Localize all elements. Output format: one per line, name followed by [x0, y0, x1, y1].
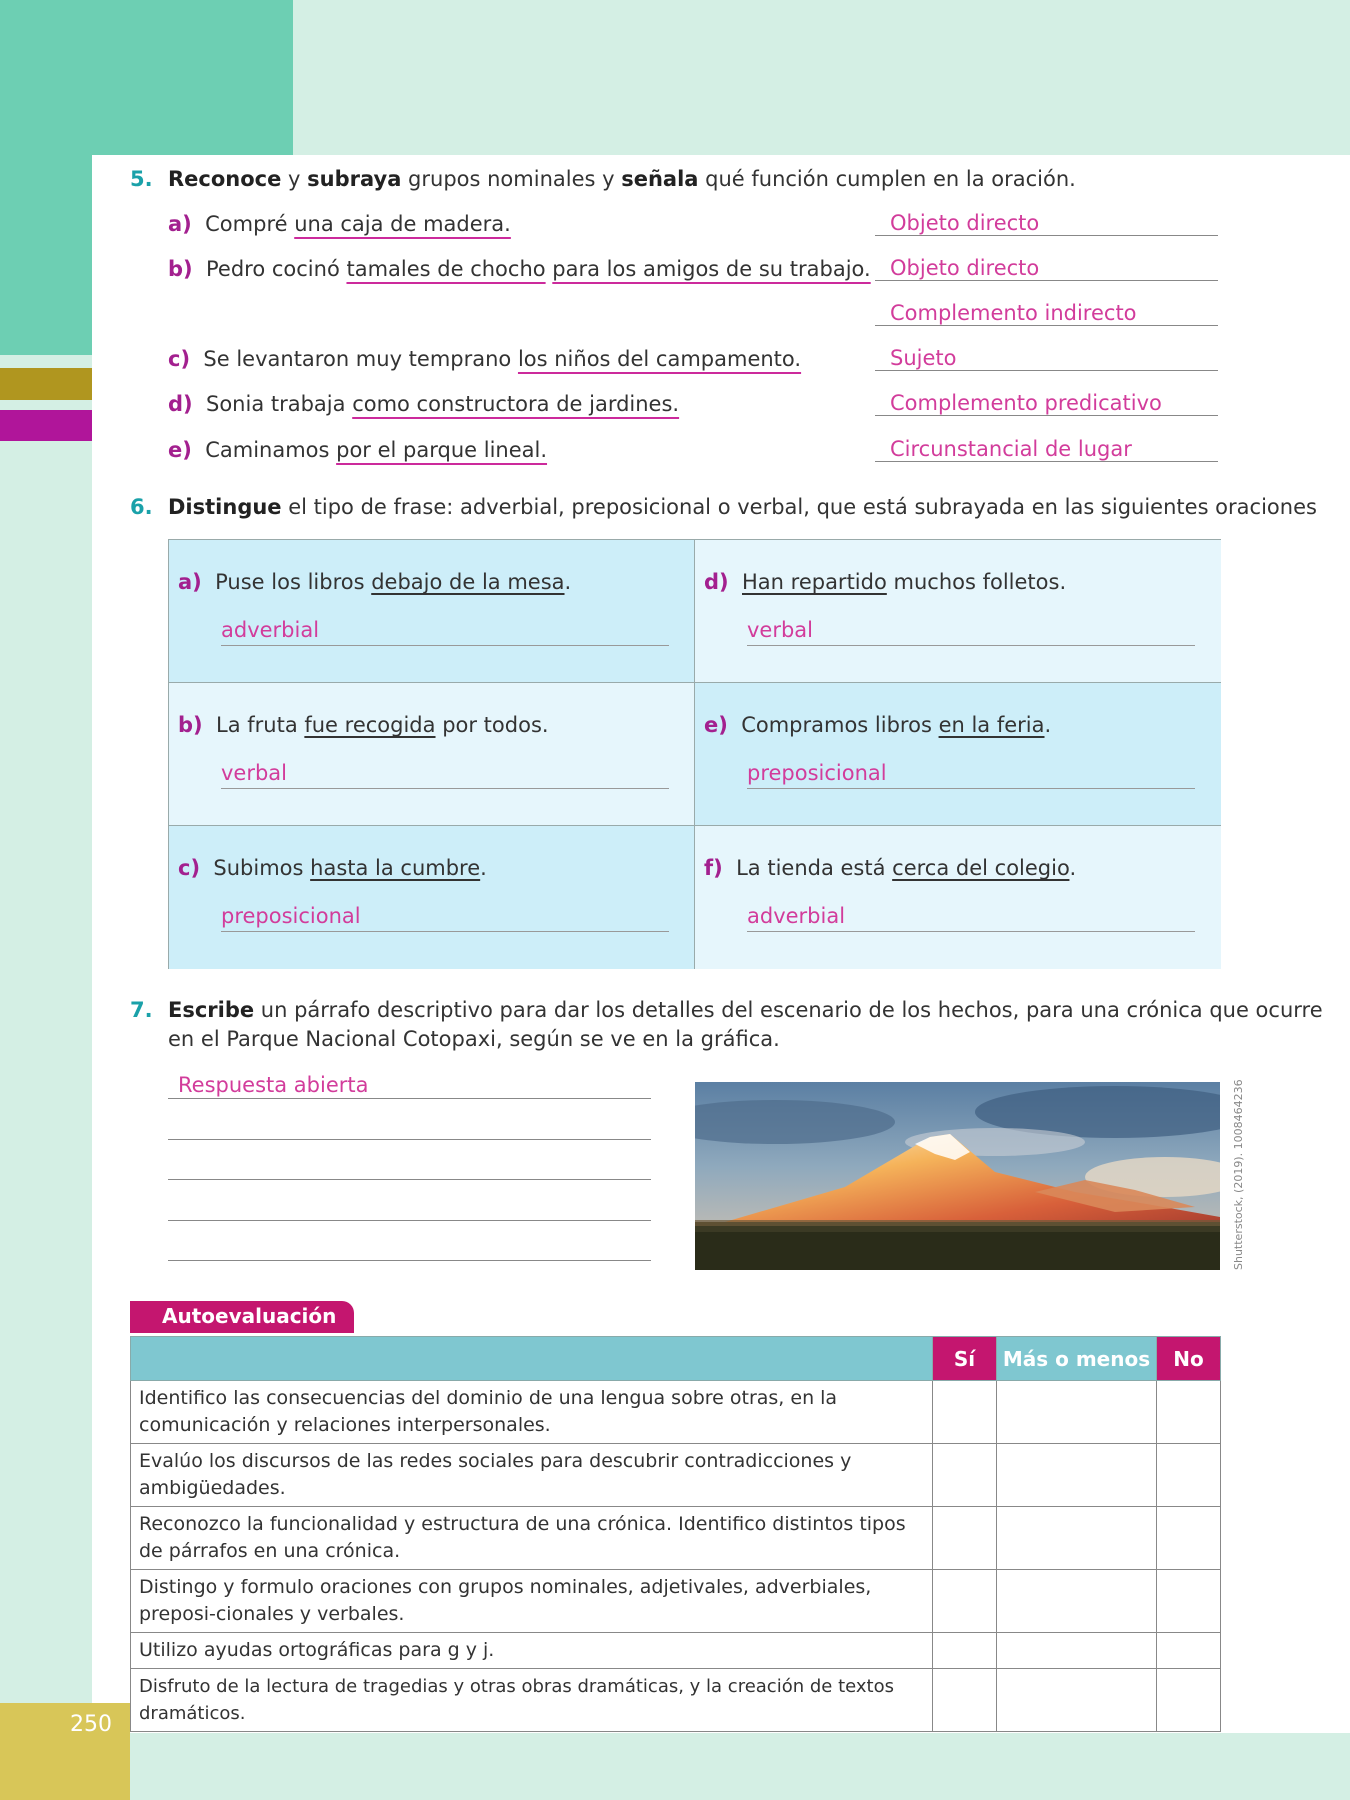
check-mas-6[interactable] [997, 1669, 1157, 1732]
q6-number: 6. [130, 495, 153, 519]
q5-answer-line-d[interactable]: Complemento predicativo [875, 391, 1218, 416]
check-mas-2[interactable] [997, 1444, 1157, 1507]
check-mas-1[interactable] [997, 1381, 1157, 1444]
volcano-image [695, 1082, 1220, 1270]
check-si-6[interactable] [933, 1669, 997, 1732]
photo-credit: Shutterstock, (2019). 1008464236 [1232, 1079, 1245, 1270]
q5-item-e: e) Caminamos por el parque lineal. [168, 438, 548, 462]
q5-answer-line-b[interactable]: Objeto directo [875, 256, 1218, 281]
q6-grid [168, 539, 1221, 969]
q7-instruction-line1: Escribe un párrafo descriptivo para dar los detalles del escenario de los hechos, para una crónica que ocurre [168, 998, 1323, 1022]
check-no-4[interactable] [1157, 1570, 1221, 1633]
self-eval-row: Reconozco la funcionalidad y estructura de una crónica. Identifico distintos tipos de párrafos en una crónica. [131, 1507, 1221, 1570]
q5-answer-line-b2[interactable]: Complemento indirecto [875, 301, 1218, 326]
q7-write-line-4[interactable] [168, 1195, 651, 1221]
self-eval-row: Disfruto de la lectura de tragedias y otras obras dramáticas, y la creación de textos dramáticos. [131, 1669, 1221, 1732]
q7-write-line-2[interactable] [168, 1114, 651, 1140]
cotopaxi-photo [695, 1082, 1220, 1270]
q5-answer-line-a[interactable]: Objeto directo [875, 211, 1218, 236]
side-gold-stripe [0, 368, 92, 400]
check-si-1[interactable] [933, 1381, 997, 1444]
col-mas-o-menos: Más o menos [997, 1337, 1157, 1381]
col-no: No [1157, 1337, 1221, 1381]
check-no-5[interactable] [1157, 1633, 1221, 1669]
q5-item-b: b) Pedro cocinó tamales de chocho para los amigos de su trabajo. [168, 257, 871, 281]
q5-item-d: d) Sonia trabaja como constructora de jardines. [168, 392, 680, 416]
q7-number: 7. [130, 998, 153, 1022]
check-no-2[interactable] [1157, 1444, 1221, 1507]
check-si-4[interactable] [933, 1570, 997, 1633]
self-eval-header-blank [131, 1337, 933, 1381]
q6-cell-a: a) Puse los libros debajo de la mesa. adverbial [169, 540, 695, 683]
check-no-3[interactable] [1157, 1507, 1221, 1570]
q7-write-line-1[interactable]: Respuesta abierta [168, 1073, 651, 1099]
check-no-6[interactable] [1157, 1669, 1221, 1732]
q5-number: 5. [130, 167, 153, 191]
q6-cell-e: e) Compramos libros en la feria. preposicional [695, 683, 1221, 826]
col-si: Sí [933, 1337, 997, 1381]
q6-cell-c: c) Subimos hasta la cumbre. preposicional [169, 826, 695, 969]
q6-cell-f: f) La tienda está cerca del colegio. adverbial [695, 826, 1221, 969]
side-magenta-stripe [0, 410, 92, 441]
q5-item-a: a) Compré una caja de madera. [168, 212, 511, 236]
check-mas-4[interactable] [997, 1570, 1157, 1633]
q5-instruction: Reconoce y subraya grupos nominales y señala qué función cumplen en la oración. [168, 167, 1076, 191]
page-number: 250 [70, 1712, 112, 1737]
check-mas-3[interactable] [997, 1507, 1157, 1570]
q7-write-line-3[interactable] [168, 1154, 651, 1180]
q5-answer-line-e[interactable]: Circunstancial de lugar [875, 437, 1218, 462]
check-si-5[interactable] [933, 1633, 997, 1669]
q5-answer-line-c[interactable]: Sujeto [875, 346, 1218, 371]
self-eval-table [130, 1336, 1221, 1732]
q6-answer-e[interactable]: preposicional [747, 761, 1195, 789]
self-eval-title: Autoevaluación [130, 1301, 354, 1333]
q7-write-line-5[interactable] [168, 1235, 651, 1261]
self-eval-row: Utilizo ayudas ortográficas para g y j. [131, 1633, 1221, 1669]
q6-answer-c[interactable]: preposicional [221, 904, 669, 932]
check-si-2[interactable] [933, 1444, 997, 1507]
self-eval-row: Identifico las consecuencias del dominio de una lengua sobre otras, en la comunicación y relaciones interpersonales. [131, 1381, 1221, 1444]
q6-answer-a[interactable]: adverbial [221, 618, 669, 646]
self-eval-row: Distingo y formulo oraciones con grupos nominales, adjetivales, adverbiales, preposi-cionales y verbales. [131, 1570, 1221, 1633]
check-si-3[interactable] [933, 1507, 997, 1570]
q7-instruction-line2: en el Parque Nacional Cotopaxi, según se ve en la gráfica. [168, 1027, 780, 1051]
q6-instruction: Distingue el tipo de frase: adverbial, preposicional o verbal, que está subrayada en las siguientes oraciones [168, 495, 1317, 519]
check-no-1[interactable] [1157, 1381, 1221, 1444]
q6-answer-f[interactable]: adverbial [747, 904, 1195, 932]
self-eval-row: Evalúo los discursos de las redes sociales para descubrir contradicciones y ambigüedades. [131, 1444, 1221, 1507]
q6-answer-b[interactable]: verbal [221, 761, 669, 789]
q5-item-c: c) Se levantaron muy temprano los niños del campamento. [168, 347, 802, 371]
check-mas-5[interactable] [997, 1633, 1157, 1669]
q6-cell-b: b) La fruta fue recogida por todos. verbal [169, 683, 695, 826]
q6-answer-d[interactable]: verbal [747, 618, 1195, 646]
q6-cell-d: d) Han repartido muchos folletos. verbal [695, 540, 1221, 683]
